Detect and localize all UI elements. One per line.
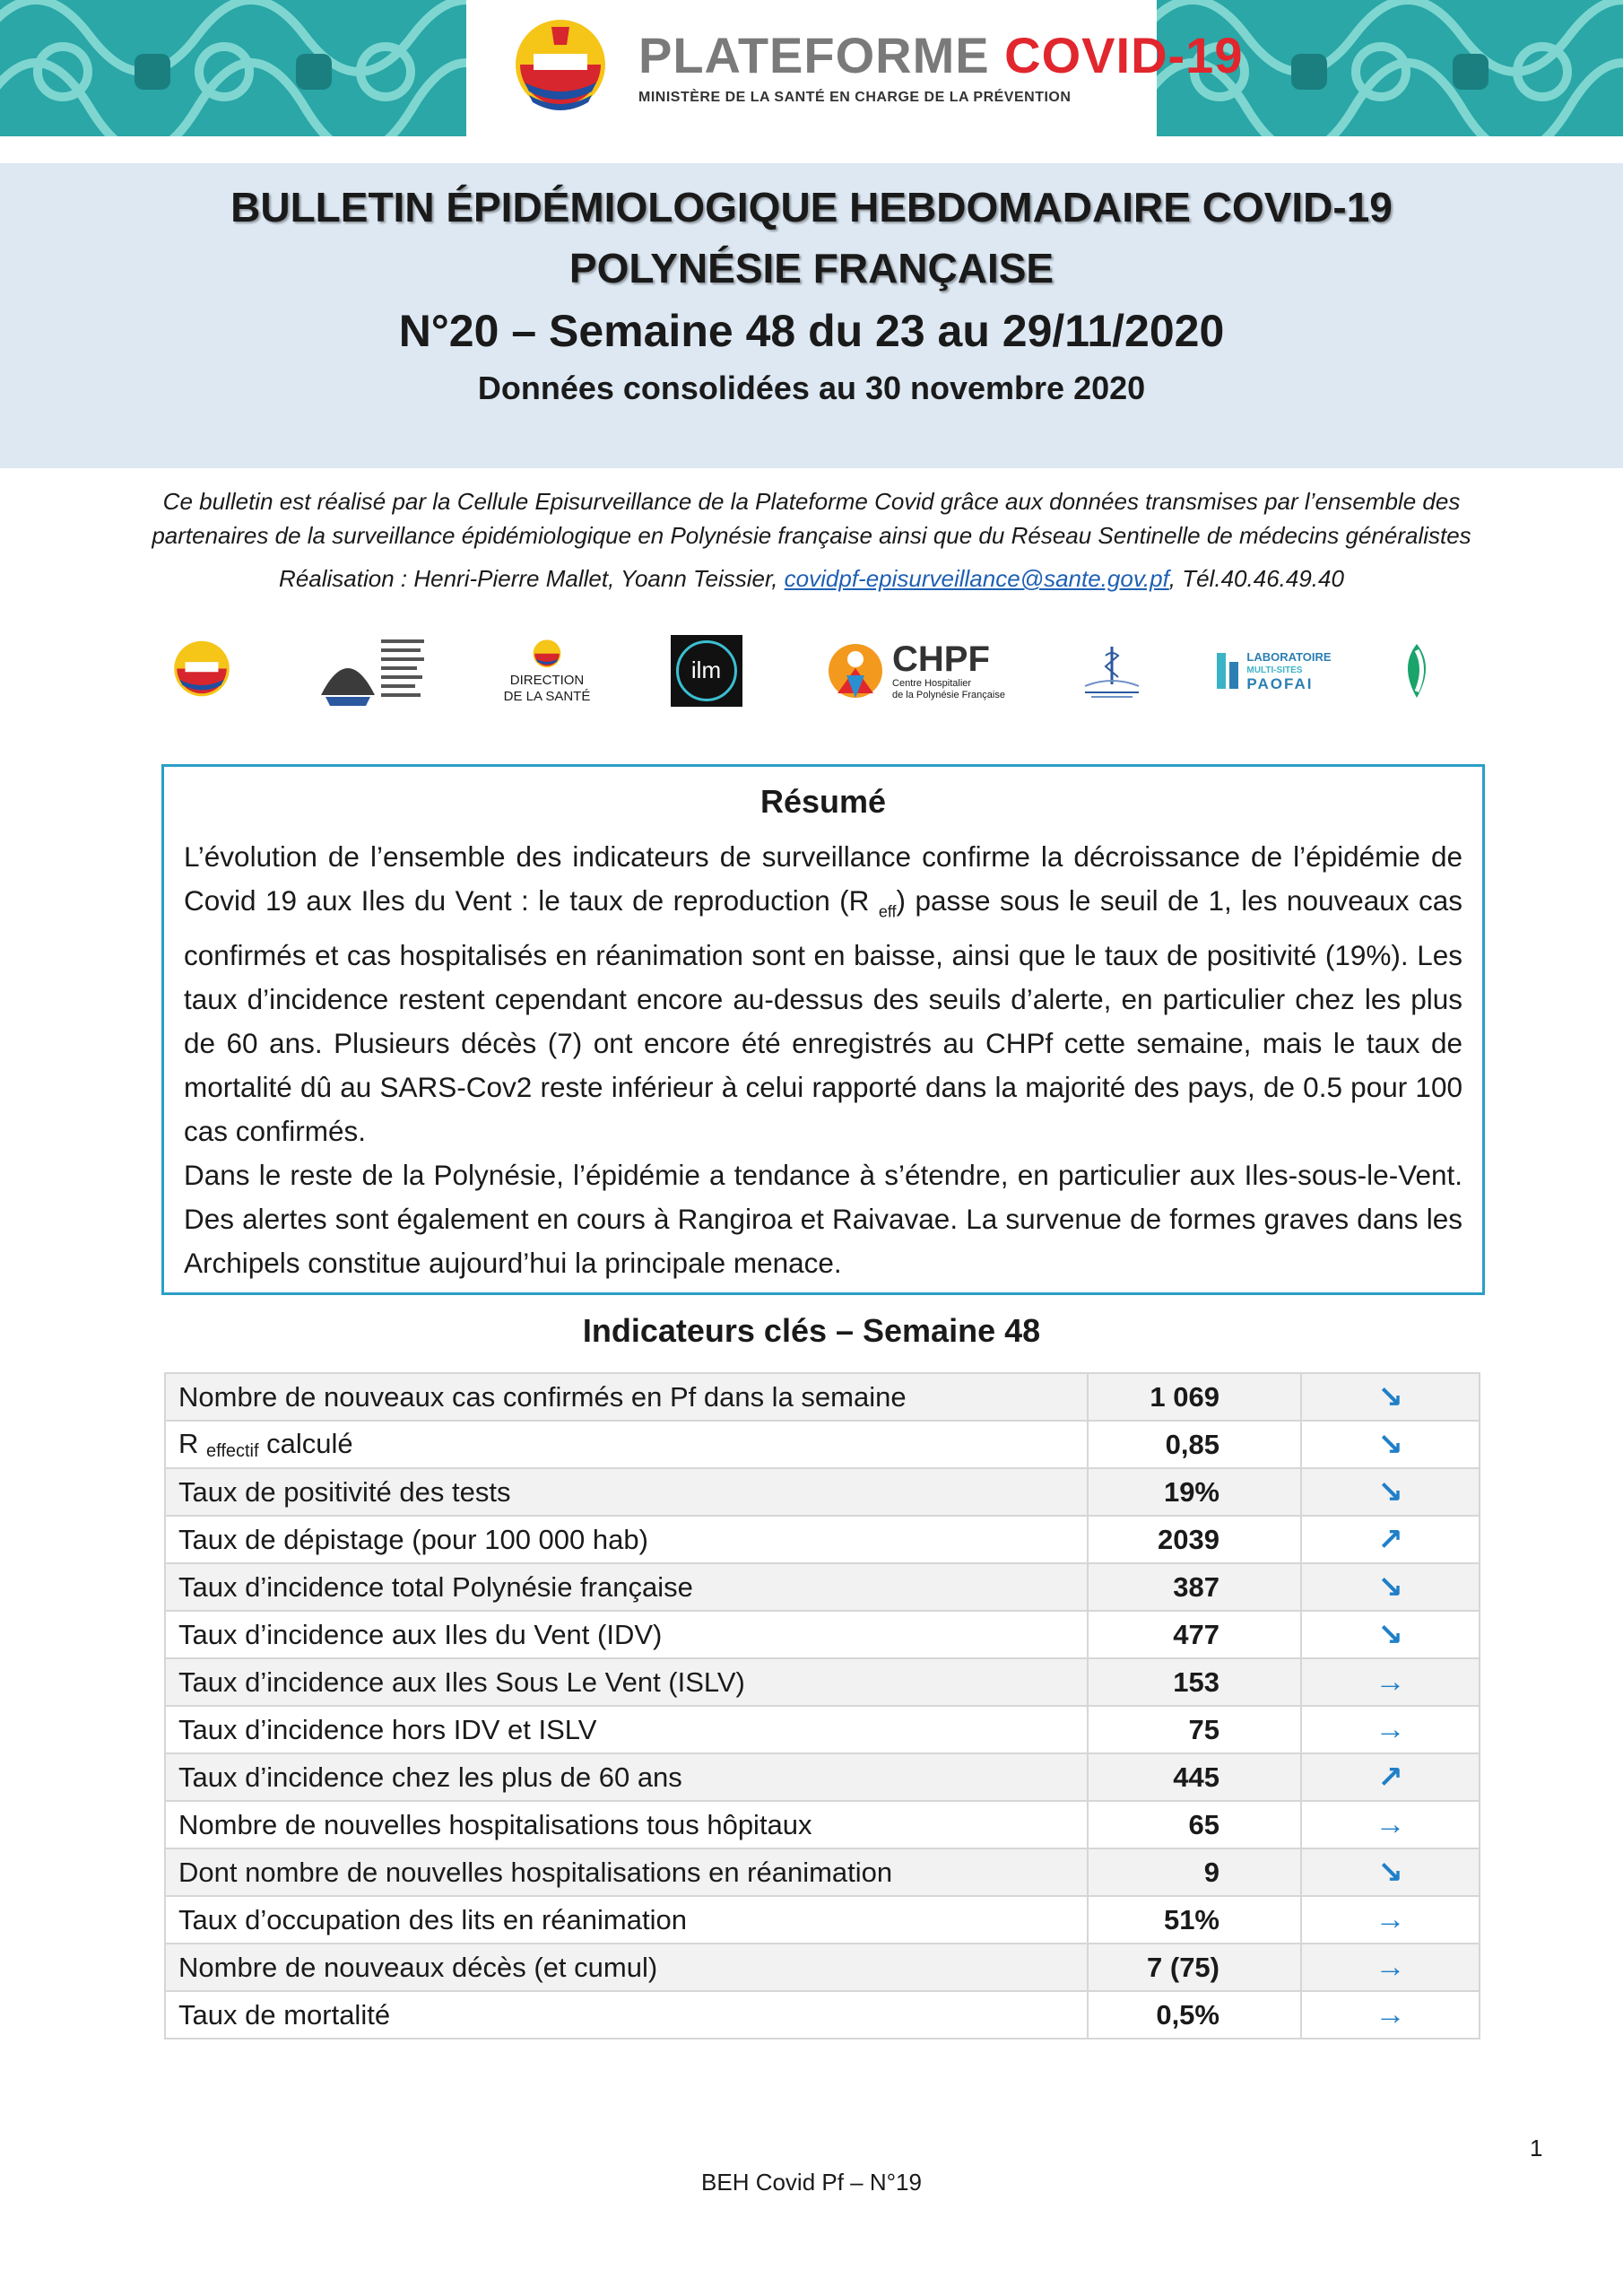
trend-arrow-icon: ↘ [1301, 1848, 1480, 1896]
chpf-logo-sub1: Centre Hospitalier [892, 677, 972, 689]
brand-title-part2: COVID-19 [1004, 27, 1244, 83]
intro-line-1: Ce bulletin est réalisé par la Cellule Episurveillance de la Plateforme Covid grâce aux données transmises par l’ensemble des [162, 488, 1461, 515]
trend-arrow-icon: → [1301, 1706, 1480, 1753]
page-footer: BEH Covid Pf – N°19 [701, 2169, 922, 2196]
contact-email-link[interactable]: covidpf-episurveillance@sante.gov.pf [784, 565, 1169, 592]
indicator-label: Taux d’incidence aux Iles du Vent (IDV) [165, 1611, 1088, 1658]
table-row [165, 1658, 1480, 1706]
table-row [165, 1468, 1480, 1516]
ilm-logo-text: ilm [676, 640, 737, 701]
chpf-logo-sub2: de la Polynésie Française [892, 689, 1005, 700]
table-row [165, 1801, 1480, 1848]
summary-title: Résumé [759, 783, 887, 820]
indicator-value: 9 [1088, 1848, 1301, 1896]
indicator-label: Taux d’incidence total Polynésie française [165, 1563, 1088, 1611]
table-row [165, 1563, 1480, 1611]
green-leaf-logo [1385, 628, 1448, 713]
table-row [165, 1706, 1480, 1753]
indicator-label: Nombre de nouveaux décès (et cumul) [165, 1944, 1088, 1991]
credits-prefix: Réalisation : Henri-Pierre Mallet, Yoann Teissier, [279, 565, 785, 592]
summary-p1-b: ) passe sous le seuil de 1, les nouveaux cas confirmés et cas hospitalisés en réanimation sont en baisse, ainsi que le taux de positivité (19%). Les taux d’incidence restent cependant encore au-dessus des seuils d’alerte, en particulier chez les plus de 60 ans. Plusieurs décès (7) ont encore été enregistrés au CHPf cette semaine, mais le taux de mortalité dû au SARS-Cov2 reste inférieur à celui rapporté dans la majorité des pays, de 0.5 pour 100 cas confirmés. [184, 884, 1462, 1148]
trend-arrow-icon: → [1301, 1658, 1480, 1706]
bulletin-title: BULLETIN ÉPIDÉMIOLOGIQUE HEBDOMADAIRE COVID-19 [230, 184, 1393, 230]
table-row [165, 1516, 1480, 1563]
indicator-label [165, 1421, 1088, 1468]
bulletin-consolidation-date: Données consolidées au 30 novembre 2020 [477, 370, 1146, 406]
direction-sante-line1: DIRECTION [509, 672, 585, 688]
table-row [165, 1896, 1480, 1944]
r-label-a: R [178, 1427, 206, 1459]
trend-arrow-icon: ↘ [1301, 1563, 1480, 1611]
indicators-title: Indicateurs clés – Semaine 48 [582, 1312, 1041, 1349]
chpf-logo-title: CHPF [892, 639, 990, 679]
trend-arrow-icon: ↘ [1301, 1373, 1480, 1421]
indicators-table [164, 1372, 1480, 2039]
trend-arrow-icon: → [1301, 1801, 1480, 1848]
indicator-value: 445 [1088, 1753, 1301, 1801]
brand-title-part1: PLATEFORME [638, 27, 990, 83]
trend-arrow-icon: → [1301, 1944, 1480, 1991]
credits [108, 565, 1515, 593]
summary-p1-a: L’évolution de l’ensemble des indicateurs de surveillance confirme la décroissance de l’épidémie de Covid 19 aux Iles du Vent : le taux de reproduction (R [184, 840, 1462, 917]
indicator-label: Taux d’incidence chez les plus de 60 ans [165, 1753, 1088, 1801]
trend-arrow-icon: ↘ [1301, 1611, 1480, 1658]
credits-suffix: , Tél.40.46.49.40 [1168, 565, 1344, 592]
polynesia-emblem-small-logo [161, 628, 242, 713]
brand-title [638, 27, 1243, 84]
trend-arrow-icon: ↘ [1301, 1421, 1480, 1468]
trend-arrow-icon: ↘ [1301, 1468, 1480, 1516]
indicator-label: Taux de dépistage (pour 100 000 hab) [165, 1516, 1088, 1563]
indicator-label: Dont nombre de nouvelles hospitalisations en réanimation [165, 1848, 1088, 1896]
indicator-label: Taux d’occupation des lits en réanimation [165, 1896, 1088, 1944]
trend-arrow-icon: ↗ [1301, 1753, 1480, 1801]
indicator-value: 51% [1088, 1896, 1301, 1944]
table-row [165, 1848, 1480, 1896]
indicator-value: 75 [1088, 1706, 1301, 1753]
indicator-value: 0,5% [1088, 1991, 1301, 2039]
table-row [165, 1373, 1480, 1421]
indicator-value: 0,85 [1088, 1421, 1301, 1468]
r-label-sub: effectif [206, 1440, 259, 1461]
labo-line3: PAOFAI [1246, 675, 1314, 692]
indicator-value: 477 [1088, 1611, 1301, 1658]
indicator-label: Nombre de nouvelles hospitalisations tous hôpitaux [165, 1801, 1088, 1848]
page-header [0, 0, 1623, 136]
indicator-value: 387 [1088, 1563, 1301, 1611]
indicator-value: 2039 [1088, 1516, 1301, 1563]
trend-arrow-icon: → [1301, 1991, 1480, 2039]
trend-arrow-icon: ↗ [1301, 1516, 1480, 1563]
indicator-label: Taux de mortalité [165, 1991, 1088, 2039]
summary-paragraph-1 [184, 835, 1462, 1153]
indicator-value: 1 069 [1088, 1373, 1301, 1421]
direction-sante-line2: DE LA SANTÉ [503, 688, 591, 704]
bulletin-issue: N°20 – Semaine 48 du 23 au 29/11/2020 [398, 306, 1225, 356]
labo-line1: LABORATOIRE [1246, 650, 1332, 664]
arass-agency-logo [314, 628, 430, 713]
partner-logos [152, 628, 1462, 713]
brand-block [638, 27, 1243, 106]
laboratoire-paofai-logo [1211, 628, 1336, 713]
tribal-pattern-left [0, 0, 466, 136]
page-number: 1 [1530, 2135, 1543, 2161]
ordre-medecins-logo [1063, 628, 1161, 713]
summary-paragraph-2: Dans le reste de la Polynésie, l’épidémie a tendance à s’étendre, en particulier aux Iles-sous-le-Vent. Des alertes sont également en cours à Rangiroa et Raivavae. La survenue de formes graves dans les Archipels constitue aujourd’hui la principale menace. [184, 1159, 1462, 1280]
table-row [165, 1611, 1480, 1658]
table-row [165, 1753, 1480, 1801]
trend-arrow-icon: → [1301, 1896, 1480, 1944]
indicator-value: 19% [1088, 1468, 1301, 1516]
direction-sante-logo [493, 628, 601, 713]
indicator-label: Nombre de nouveaux cas confirmés en Pf dans la semaine [165, 1373, 1088, 1421]
indicator-label: Taux d’incidence aux Iles Sous Le Vent (ISLV) [165, 1658, 1088, 1706]
indicator-value: 153 [1088, 1658, 1301, 1706]
table-row [165, 1944, 1480, 1991]
ilm-logo [668, 628, 744, 713]
brand-subtitle: MINISTÈRE DE LA SANTÉ EN CHARGE DE LA PRÉVENTION [638, 90, 1072, 105]
indicator-value: 65 [1088, 1801, 1301, 1848]
polynesia-emblem-logo [502, 18, 619, 118]
chpf-logo [820, 628, 1009, 713]
table-row [165, 1421, 1480, 1468]
indicator-label: Taux d’incidence hors IDV et ISLV [165, 1706, 1088, 1753]
title-box [0, 163, 1623, 468]
intro-text [108, 484, 1515, 552]
indicator-label: Taux de positivité des tests [165, 1468, 1088, 1516]
indicator-value: 7 (75) [1088, 1944, 1301, 1991]
bulletin-region: POLYNÉSIE FRANÇAISE [568, 245, 1055, 291]
r-label-b: calculé [258, 1427, 353, 1459]
summary-p1-sub: eff [878, 902, 897, 921]
table-row [165, 1991, 1480, 2039]
labo-line2: MULTI-SITES [1246, 665, 1303, 675]
summary-box [161, 764, 1485, 1295]
intro-line-2: partenaires de la surveillance épidémiologique en Polynésie française ainsi que du Réseau Sentinelle de médecins généralistes [152, 522, 1471, 549]
